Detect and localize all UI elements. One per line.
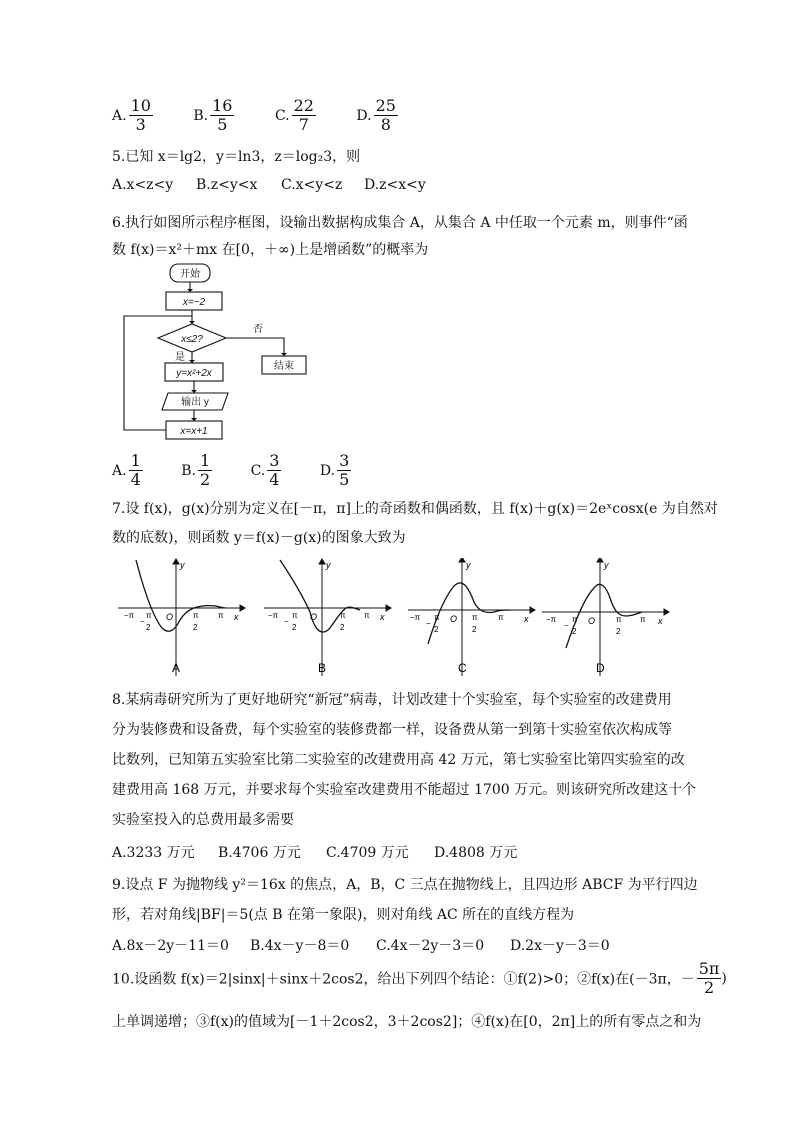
graph-label-a: A bbox=[172, 661, 181, 675]
q9-stem-line1: 9.设点 F 为抛物线 y²＝16x 的焦点，A，B，C 三点在抛物线上，且四边形 ABCF 为平行四边 bbox=[112, 877, 698, 893]
flow-start: 开始 bbox=[180, 269, 200, 280]
svg-text:O: O bbox=[310, 612, 318, 622]
svg-text:π: π bbox=[292, 611, 298, 620]
svg-text:π: π bbox=[340, 611, 346, 620]
flow-yes: 是 bbox=[175, 352, 185, 363]
q4-option-a: A. $\frac{10}{3}$ bbox=[112, 96, 151, 134]
q8-option-d: D.4808 万元 bbox=[434, 845, 518, 861]
svg-text:π: π bbox=[434, 613, 440, 622]
svg-text:−π: −π bbox=[546, 615, 557, 624]
q10-stem-line1: 10.设函数 f(x)＝2|sinx|＋sinx＋2cos2，给出下列四个结论：①f(2)>0；②f(x)在(－3π，－ $\frac{5\pi}{2}$ ) bbox=[112, 959, 727, 997]
q6-stem-line2: 数 f(x)＝x²＋mx 在[0，＋∞)上是增函数”的概率为 bbox=[112, 242, 429, 258]
flow-incr: x=x+1 bbox=[180, 426, 208, 437]
q7-graph-a bbox=[116, 558, 246, 678]
q5-option-c: C.x<y<z bbox=[281, 177, 343, 193]
q9-option-b: B.4x－y－8＝0 bbox=[250, 938, 350, 954]
q8-option-c: C.4709 万元 bbox=[326, 845, 409, 861]
svg-text:π: π bbox=[472, 613, 478, 622]
q8-stem-line4: 建费用高 168 万元，并要求每个实验室改建费用不能超过 1700 万元。则该研究所改建这十个 bbox=[112, 782, 697, 798]
svg-text:O: O bbox=[588, 616, 596, 626]
svg-text:π: π bbox=[616, 615, 622, 624]
svg-text:2: 2 bbox=[434, 625, 439, 634]
q5-stem: 5.已知 x＝lg2，y＝ln3，z＝log₂3，则 bbox=[112, 149, 361, 165]
q7-graph-b bbox=[262, 558, 392, 678]
q8-option-a: A.3233 万元 bbox=[112, 845, 195, 861]
q9-option-d: D.2x－y－3＝0 bbox=[510, 938, 610, 954]
svg-text:π: π bbox=[364, 611, 370, 620]
svg-text:x: x bbox=[524, 614, 529, 624]
svg-text:−: − bbox=[426, 619, 431, 628]
q9-option-a: A.8x－2y－11＝0 bbox=[112, 938, 229, 954]
graph-label-d: D bbox=[596, 661, 605, 675]
q7-stem-line2: 数的底数)，则函数 y＝f(x)－g(x)的图象大致为 bbox=[112, 530, 406, 546]
svg-text:π: π bbox=[146, 611, 152, 620]
svg-text:π: π bbox=[640, 615, 646, 624]
q8-stem-line3: 比数列，已知第五实验室比第二实验室的改建费用高 42 万元，第七实验室比第四实验室的改 bbox=[112, 752, 685, 768]
svg-text:2: 2 bbox=[572, 627, 577, 636]
svg-text:O: O bbox=[450, 614, 458, 624]
q6-option-d: D. $\frac{3}{5}$ bbox=[319, 451, 350, 489]
svg-text:π: π bbox=[498, 613, 504, 622]
q5-option-a: A.x<z<y bbox=[112, 177, 174, 193]
svg-text:2: 2 bbox=[616, 627, 621, 636]
q6-flowchart bbox=[110, 262, 330, 454]
q7-stem-line1: 7.设 f(x)，g(x)分别为定义在[－π，π]上的奇函数和偶函数，且 f(x)＋g(x)＝2eˣcosx(e 为自然对 bbox=[112, 501, 718, 517]
svg-text:2: 2 bbox=[193, 623, 198, 632]
svg-text:O: O bbox=[166, 612, 174, 622]
q4-option-d: D. $\frac{25}{8}$ bbox=[356, 96, 396, 134]
svg-text:−: − bbox=[564, 621, 569, 630]
q4-option-c: C. $\frac{22}{7}$ bbox=[274, 96, 314, 134]
q8-stem-line5: 实验室投入的总费用最多需要 bbox=[112, 812, 294, 828]
svg-text:2: 2 bbox=[472, 625, 477, 634]
svg-text:y: y bbox=[604, 560, 609, 570]
q10-stem-line2: 上单调递增；③f(x)的值域为[－1＋2cos2，3＋2cos2]；④f(x)在[0，2π]上的所有零点之和为 bbox=[112, 1014, 702, 1030]
svg-text:π: π bbox=[218, 611, 224, 620]
svg-text:x: x bbox=[234, 612, 239, 622]
svg-text:y: y bbox=[180, 560, 185, 570]
q4-option-b: B. $\frac{16}{5}$ bbox=[193, 96, 233, 134]
q7-graph-d bbox=[540, 558, 670, 678]
svg-text:2: 2 bbox=[340, 623, 345, 632]
q6-option-c: C. $\frac{3}{4}$ bbox=[250, 451, 280, 489]
flow-end: 结束 bbox=[274, 361, 294, 372]
flow-assign: y=x²+2x bbox=[176, 368, 212, 379]
svg-text:π: π bbox=[193, 611, 199, 620]
q6-option-b: B. $\frac{1}{2}$ bbox=[181, 451, 211, 489]
q5-option-b: B.z<y<x bbox=[196, 177, 258, 193]
svg-text:−π: −π bbox=[410, 613, 421, 622]
q5-option-d: D.z<x<y bbox=[364, 177, 426, 193]
q7-graph-c bbox=[406, 558, 536, 678]
q10-fraction: $\frac{5\pi}{2}$ bbox=[698, 959, 720, 997]
flow-no: 否 bbox=[253, 324, 263, 335]
svg-text:−: − bbox=[140, 617, 145, 626]
graph-label-b: B bbox=[318, 661, 327, 675]
svg-text:π: π bbox=[572, 615, 578, 624]
svg-text:2: 2 bbox=[292, 623, 297, 632]
svg-text:y: y bbox=[326, 560, 331, 570]
q8-stem-line1: 8.某病毒研究所为了更好地研究“新冠”病毒，计划改建十个实验室，每个实验室的改建费用 bbox=[112, 692, 672, 708]
svg-text:x: x bbox=[380, 612, 385, 622]
svg-text:y: y bbox=[466, 560, 471, 570]
q6-stem-line1: 6.执行如图所示程序框图，设输出数据构成集合 A，从集合 A 中任取一个元素 m，则事件“函 bbox=[112, 215, 688, 231]
svg-text:x: x bbox=[658, 616, 663, 626]
flow-cond: x≤2? bbox=[181, 334, 203, 345]
q8-option-b: B.4706 万元 bbox=[218, 845, 301, 861]
q4-options bbox=[112, 97, 398, 134]
q9-option-c: C.4x－2y－3＝0 bbox=[376, 938, 485, 954]
flow-init: x=−2 bbox=[182, 297, 206, 308]
graph-label-c: C bbox=[458, 661, 467, 675]
svg-text:−: − bbox=[284, 617, 289, 626]
q6-options bbox=[112, 452, 351, 489]
flow-output: 输出 y bbox=[181, 397, 209, 408]
svg-text:−π: −π bbox=[124, 611, 135, 620]
q9-stem-line2: 形，若对角线|BF|＝5(点 B 在第一象限)，则对角线 AC 所在的直线方程为 bbox=[112, 907, 575, 923]
q6-option-a: A. $\frac{1}{4}$ bbox=[112, 451, 141, 489]
svg-text:2: 2 bbox=[146, 623, 151, 632]
svg-text:−π: −π bbox=[268, 611, 279, 620]
q8-stem-line2: 分为装修费和设备费，每个实验室的装修费都一样，设备费从第一到第十实验室依次构成等 bbox=[112, 722, 672, 738]
